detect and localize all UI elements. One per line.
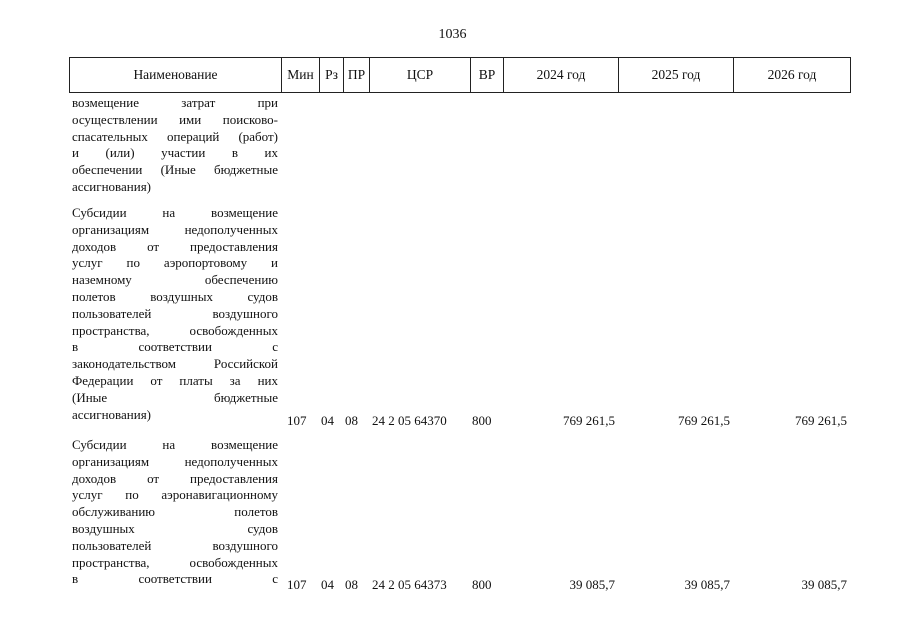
name-line: услуг по аэропортовому и [72, 255, 278, 271]
row-3-2025: 39 085,7 [684, 577, 730, 592]
name-line: доходов от предоставления [72, 470, 278, 486]
name-line-last: ассигнования) [72, 406, 152, 422]
row-2-pr: 08 [345, 413, 358, 428]
name-line: услуг по аэронавигационному [72, 487, 278, 503]
table-row-3-name [72, 437, 278, 588]
row-2-csr: 24 2 05 64370 [372, 413, 447, 428]
name-line: обеспечении (Иные бюджетные [72, 162, 278, 178]
name-line: организациям недополученных [72, 453, 278, 469]
header-2026: 2026 год [733, 57, 851, 93]
name-line: возмещение затрат при [72, 95, 278, 110]
row-2-2026: 769 261,5 [795, 413, 847, 428]
header-csr: ЦСР [369, 57, 471, 93]
header-2025: 2025 год [618, 57, 734, 93]
name-line: в соответствии с [72, 571, 278, 587]
name-line: организациям недополученных [72, 221, 278, 237]
header-pr: ПР [343, 57, 370, 93]
name-line: (Иные бюджетные [72, 389, 278, 405]
row-2-vr: 800 [472, 413, 492, 428]
name-line: Субсидии на возмещение [72, 437, 278, 452]
row-3-vr: 800 [472, 577, 492, 592]
name-line: полетов воздушных судов [72, 288, 278, 304]
row-2-2024: 769 261,5 [563, 413, 615, 428]
row-2-2025: 769 261,5 [678, 413, 730, 428]
name-line: пользователей воздушного [72, 537, 278, 553]
name-line: обслуживанию полетов [72, 504, 278, 520]
name-line: наземному обеспечению [72, 272, 278, 288]
header-min: Мин [281, 57, 320, 93]
row-3-min: 107 [287, 577, 307, 592]
name-line: в соответствии с [72, 339, 278, 355]
header-rz: Рз [319, 57, 344, 93]
name-line: Субсидии на возмещение [72, 205, 278, 220]
name-line-last: ассигнования) [72, 178, 152, 194]
name-line: законодательством Российской [72, 356, 278, 372]
row-3-rz: 04 [321, 577, 334, 592]
name-line: пространства, освобожденных [72, 322, 278, 338]
row-3-2024: 39 085,7 [569, 577, 615, 592]
name-line: осуществлении ими поисково- [72, 111, 278, 127]
name-line: пространства, освобожденных [72, 554, 278, 570]
table-row-1-name [72, 95, 278, 196]
name-line: Федерации от платы за них [72, 372, 278, 388]
table-row-2-name [72, 205, 278, 423]
row-3-2026: 39 085,7 [801, 577, 847, 592]
row-2-rz: 04 [321, 413, 334, 428]
name-line: и (или) участии в их [72, 145, 278, 161]
row-2-min: 107 [287, 413, 307, 428]
name-line: пользователей воздушного [72, 305, 278, 321]
row-3-csr: 24 2 05 64373 [372, 577, 447, 592]
name-line: воздушных судов [72, 520, 278, 536]
page-number: 1036 [438, 27, 467, 42]
name-line: спасательных операций (работ) [72, 128, 278, 144]
header-vr: ВР [470, 57, 504, 93]
name-line: доходов от предоставления [72, 238, 278, 254]
row-3-pr: 08 [345, 577, 358, 592]
header-2024: 2024 год [503, 57, 619, 93]
header-name: Наименование [69, 57, 282, 93]
